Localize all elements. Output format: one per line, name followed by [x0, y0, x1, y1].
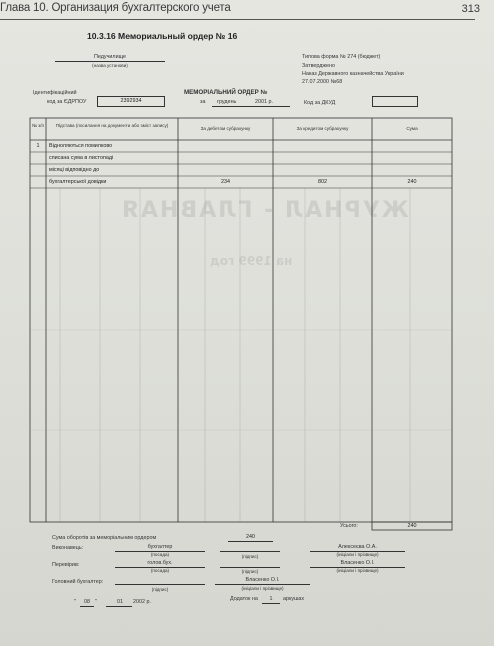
id-label: Ідентифікаційний	[33, 90, 77, 96]
page-number: 313	[461, 3, 480, 15]
chief-signature-caption: (підпис)	[151, 587, 169, 592]
row-1-text: Відноляються помилково	[49, 143, 113, 149]
date-day-line	[80, 606, 94, 607]
period-month: грудень	[217, 99, 237, 105]
order-title: МЕМОРІАЛЬНИЙ ОРДЕР №	[184, 89, 268, 96]
institution-caption: (назва установи)	[92, 63, 128, 68]
chief-name-caption: (ініціали і прізвище)	[241, 586, 284, 591]
date-month-line	[106, 606, 132, 607]
total-value: 240	[407, 523, 417, 529]
attachment-count: 1	[269, 596, 273, 602]
header-basis: Підстава (посилання на документи або зміст запису)	[55, 123, 169, 128]
header-debit: За дебетом субрахунку	[200, 126, 251, 131]
checked-name-caption: (ініціали і прізвище)	[336, 568, 379, 573]
edrpou-label: код за ЄДРПОУ	[47, 99, 87, 105]
row-4-amount: 240	[407, 179, 417, 185]
attachment-line	[262, 603, 280, 604]
watermark-main: ЖУРНАЛ - ГЛАВНАЯ	[120, 198, 409, 223]
chapter-header: Глава 10. Организация бухгалтерского учета	[0, 2, 231, 14]
watermark-sub: на 1999 год	[210, 254, 293, 268]
checked-name: Власенко О.І.	[340, 560, 375, 566]
institution-value: Педучилище	[94, 54, 126, 60]
executor-signature-caption: (підпис)	[241, 554, 259, 559]
checked-position-caption: (посада)	[150, 568, 170, 573]
chief-signature-line	[115, 584, 205, 585]
edrpou-value: 2392934	[120, 98, 142, 104]
attachment-label: Додаток на	[230, 596, 258, 602]
checked-signature-caption: (підпис)	[241, 569, 259, 574]
date-month: 01	[117, 599, 123, 605]
decree-date: 27.07.2000 №68	[302, 79, 343, 85]
row-4-debit: 234	[221, 179, 230, 185]
executor-label: Виконавець:	[52, 545, 84, 551]
row-2-text: списана сума в листопаді	[49, 155, 114, 161]
period-label: за	[200, 99, 206, 105]
period-year: 2001 р.	[255, 99, 273, 105]
turnover-line	[228, 541, 273, 542]
section-title: 10.3.16 Мемориальный ордер № 16	[87, 31, 238, 41]
turnover-label: Сума оборотів за меморіальним ордером	[52, 535, 157, 541]
total-label: Усього:	[340, 523, 358, 529]
chief-name-line	[215, 584, 310, 585]
header-credit: За кредитом субрахунку	[296, 126, 349, 131]
approved-label: Затверджено	[302, 63, 336, 69]
executor-name: Алексеєва О.А.	[338, 544, 377, 550]
chief-name: Власенко О.І.	[245, 577, 280, 583]
row-4-credit: 802	[318, 179, 327, 185]
scanned-page: Глава 10. Организация бухгалтерского учета 313 10.3.16 Мемориальный ордер № 16 Педучилище (назва установи) Типова форма № 274 (бюджет) Затверджено Наказ Державного казначейства України 27.07.2000 №68 Ідентифікаційний код за ЄДРПОУ 2392934 МЕМОРІАЛЬНИЙ ОРДЕР № за грудень 2001 р. Код за ДКУД ЖУРНАЛ - ГЛАВНАЯ на 1999 год № з/п Підстава (посилання на документи або зміст запису) За дебетом субрахунку За кредитом субрахунку Сума 1 Відноляються помилково списана сума в листопаді місяці відповідно до бухгалтерської довідки 234 802 240 Усього: 240 Сума оборотів за меморіальним ордером 240 Виконавець: бухгалтер (посада) (підпис) Алексеєва О.А. (ініціали і прізвище) Перевірив: голов.бух. (посада) (підпис) Власенко О.І. (ініціали і прізвище) Головний бухгалтер: (підпис) Власенко О.І. (ініціали і прізвище) " 08 " 01 2002 р. Додаток на 1 аркушах	[0, 0, 494, 646]
date-year: 2002 р.	[133, 599, 151, 605]
checked-position: голов.бух.	[147, 560, 173, 566]
turnover-value: 240	[246, 534, 255, 540]
standard-form: Типова форма № 274 (бюджет)	[302, 54, 381, 60]
chief-label: Головний бухгалтер:	[52, 579, 104, 585]
header-amount: Сума	[406, 126, 418, 131]
row-3-text: місяці відповідно до	[49, 167, 100, 173]
dkud-label: Код за ДКУД	[304, 100, 336, 106]
header-num: № з/п	[31, 123, 45, 128]
executor-name-caption: (ініціали і прізвище)	[336, 552, 379, 557]
attachment-unit: аркушах	[283, 596, 305, 602]
executor-position: бухгалтер	[147, 544, 173, 550]
executor-signature-line	[220, 551, 280, 552]
checked-label: Перевірив:	[52, 562, 80, 568]
row-1-num: 1	[36, 143, 40, 149]
checked-signature-line	[220, 567, 280, 568]
date-day: 08	[84, 599, 90, 605]
decree-text: Наказ Державного казначейства України	[302, 71, 404, 77]
executor-position-caption: (посада)	[150, 552, 170, 557]
row-4-text: бухгалтерської довідки	[49, 179, 107, 185]
